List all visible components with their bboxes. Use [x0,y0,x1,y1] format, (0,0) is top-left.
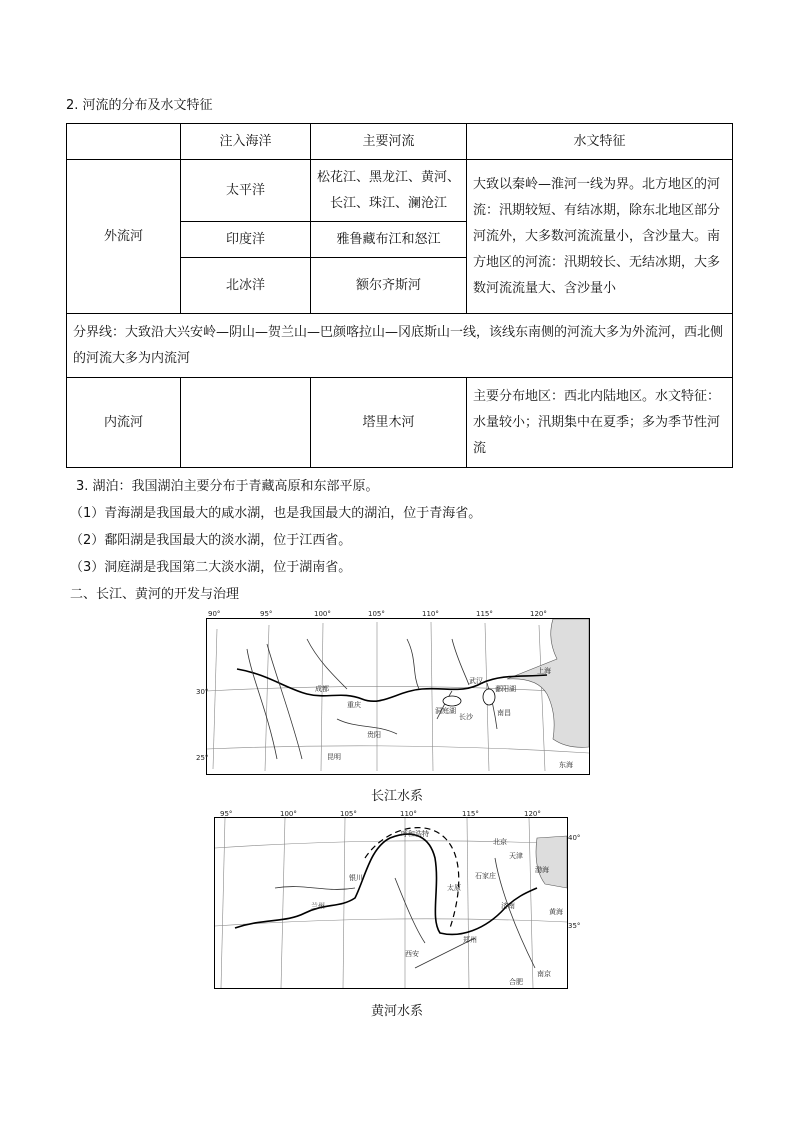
place-chongqing: 重庆 [347,701,361,709]
inland-ocean [181,378,311,468]
header-features: 水文特征 [467,124,733,160]
lakes-heading: 3. 湖泊：我国湖泊主要分布于青藏高原和东部平原。 [76,479,379,494]
place-lanzhou: 兰州 [311,902,325,910]
place-wuhan: 武汉 [469,677,483,685]
svg-text:95°: 95° [220,810,233,818]
boundary-line: 分界线：大致沿大兴安岭—阴山—贺兰山—巴颜喀拉山—冈底斯山一线，该线东南侧的河流大多为外流河，西北侧的河流大多为内流河 [67,314,733,378]
yellow-caption: 黄河水系 [370,1004,423,1019]
lake-item-1: （1）青海湖是我国最大的咸水湖，也是我国最大的湖泊，位于青海省。 [70,506,482,521]
yangtze-map [206,618,590,775]
place-chengdu: 成都 [315,685,329,693]
ocean-indian: 印度洋 [181,222,311,258]
yellow-lon-labels [214,808,574,818]
outflow-features: 大致以秦岭—淮河一线为界。北方地区的河流：汛期较短、有结冰期，除东北地区部分河流外，大多数河流流量小，含沙量大。南方地区的河流：汛期较长、无结冰期，大多数河流流量大、含沙量小 [467,160,733,314]
place-tianjin: 天津 [509,852,523,860]
place-yinchuan: 银川 [349,874,363,882]
svg-text:110°: 110° [422,610,439,618]
place-taiyuan: 太原 [447,884,461,892]
header-ocean: 注入海洋 [181,124,311,160]
yangtze-lat-labels [196,686,210,766]
place-poyang: 鄱阳湖 [495,685,516,693]
place-donghai: 东海 [559,761,573,769]
lake-item-2: （2）鄱阳湖是我国最大的淡水湖，位于江西省。 [70,533,352,548]
rivers-arctic: 额尔齐斯河 [311,258,467,314]
svg-text:40°: 40° [568,834,581,842]
inland-features: 主要分布地区：西北内陆地区。水文特征：水量较小；汛期集中在夏季；多为季节性河流 [467,378,733,468]
place-kunming: 昆明 [327,753,341,761]
inland-label: 内流河 [67,378,181,468]
place-shijiazhuang: 石家庄 [475,872,496,880]
svg-text:105°: 105° [368,610,385,618]
inland-river: 塔里木河 [311,378,467,468]
place-zhengzhou: 郑州 [463,936,477,944]
yellow-river-map [214,817,568,989]
yangtze-lon-labels [200,608,600,618]
svg-text:25°: 25° [196,754,209,762]
place-huanghai: 黄海 [549,908,563,916]
ocean-pacific: 太平洋 [181,160,311,222]
svg-text:115°: 115° [476,610,493,618]
svg-text:100°: 100° [314,610,331,618]
place-xian: 西安 [405,950,419,958]
svg-text:105°: 105° [340,810,357,818]
river-section-heading: 2. 河流的分布及水文特征 [66,98,213,113]
place-nanjing: 南京 [537,970,551,978]
yangtze-caption: 长江水系 [370,789,423,804]
place-dongting: 洞庭湖 [435,707,456,715]
rivers-indian: 雅鲁藏布江和怒江 [311,222,467,258]
header-empty [67,124,181,160]
svg-text:115°: 115° [462,810,479,818]
place-hohhot: 呼和浩特 [401,830,429,838]
place-changsha: 长沙 [459,713,473,721]
section-two-heading: 二、长江、黄河的开发与治理 [70,587,240,602]
yellow-lat-labels [568,832,584,932]
place-jinan: 济南 [501,902,515,910]
rivers-pacific: 松花江、黑龙江、黄河、长江、珠江、澜沧江 [311,160,467,222]
svg-text:100°: 100° [280,810,297,818]
svg-text:35°: 35° [568,922,581,930]
place-hefei: 合肥 [509,978,523,986]
place-nanchang: 南昌 [497,709,511,717]
svg-text:110°: 110° [400,810,417,818]
place-shanghai: 上海 [537,667,551,675]
header-rivers: 主要河流 [311,124,467,160]
svg-text:90°: 90° [208,610,221,618]
svg-text:120°: 120° [524,810,541,818]
place-bohai: 渤海 [535,866,549,874]
river-table [66,123,733,468]
outflow-label: 外流河 [67,160,181,314]
ocean-arctic: 北冰洋 [181,258,311,314]
svg-text:30°: 30° [196,688,209,696]
place-guiyang: 贵阳 [367,731,381,739]
svg-text:120°: 120° [530,610,547,618]
lake-item-3: （3）洞庭湖是我国第二大淡水湖，位于湖南省。 [70,560,352,575]
place-beijing: 北京 [493,838,507,846]
svg-text:95°: 95° [260,610,273,618]
